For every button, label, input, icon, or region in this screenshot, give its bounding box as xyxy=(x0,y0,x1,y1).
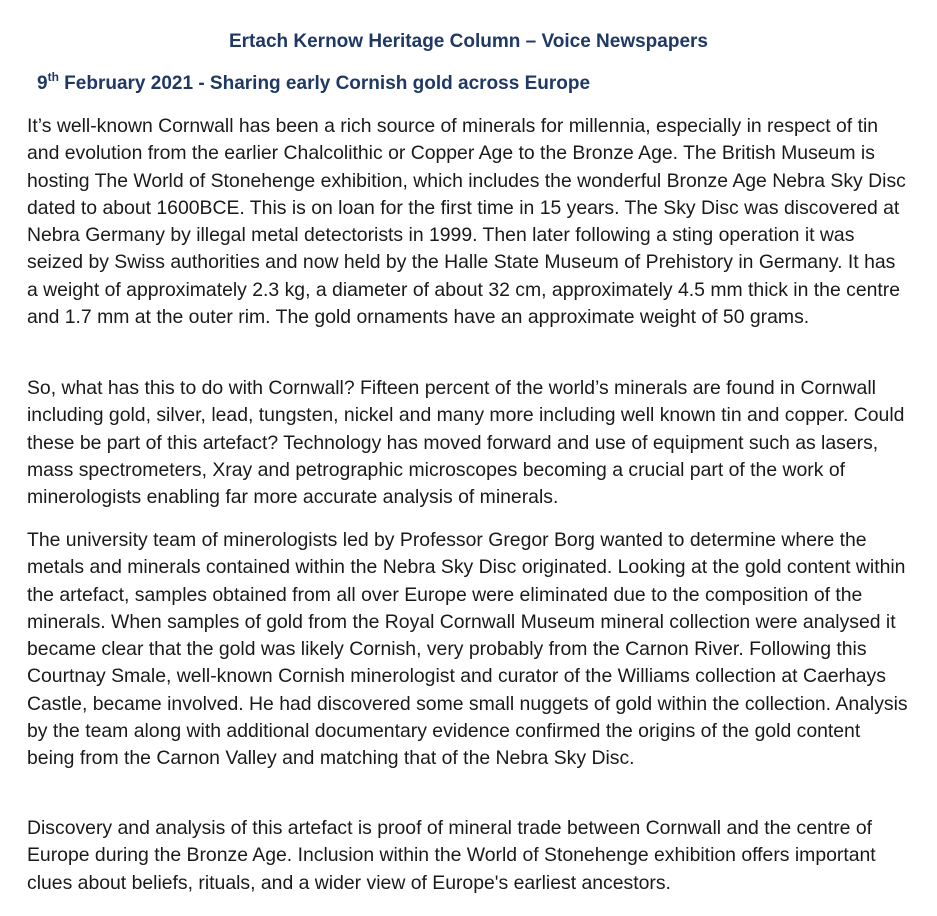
paragraph-cornwall-minerals: So, what has this to do with Cornwall? Fifteen percent of the world’s minerals are found in Cornwall including gold, silver, lead, tungsten, nickel and many more including well known tin and copper. Could these be part of this artefact? Technology has moved forward and use of equipment such as lasers, mass spectrometers, Xray and petrographic microscopes becoming a crucial part of the work of minerologists enabling far more accurate analysis of minerals. xyxy=(27,377,905,509)
paragraph-intro: It’s well-known Cornwall has been a rich source of minerals for millennia, especially in respect of tin and evolution from the earlier Chalcolithic or Copper Age to the Bronze Age. The British Museum is hosting The World of Stonehenge exhibition, which includes the wonderful Bronze Age Nebra Sky Disc dated to about 1600BCE. This is on loan for the first time in 15 years. The Sky Disc was discovered at Nebra Germany by illegal metal detectorists in 1999. Then later following a sting operation it was seized by Swiss authorities and now held by the Halle State Museum of Prehistory in Germany. It has a weight of approximately 2.3 kg, a diameter of about 32 cm, approximately 4.5 mm thick in the centre and 1.7 mm at the outer rim. The gold ornaments have an approximate weight of 50 grams. xyxy=(27,115,906,329)
heading-day-suffix: th xyxy=(47,69,59,84)
heading-day: 9 xyxy=(37,73,48,94)
paragraph-conclusion: Discovery and analysis of this artefact is proof of mineral trade between Cornwall and the centre of Europe during the Bronze Age. Inclusion within the World of Stonehenge exhibition offers important clues about beliefs, rituals, and a wider view of Europe's earliest ancestors. xyxy=(27,817,876,894)
heading-rest: February 2021 - Sharing early Cornish gold across Europe xyxy=(58,73,591,94)
paragraph-research-team: The university team of minerologists led by Professor Gregor Borg wanted to determine where the metals and minerals contained within the Nebra Sky Disc originated. Looking at the gold content within the artefact, samples obtained from all over Europe were eliminated due to the composition of the minerals. When samples of gold from the Royal Cornwall Museum mineral collection were analysed it became clear that the gold was likely Cornish, very probably from the Carnon River. Following this Courtnay Smale, well-known Cornish minerologist and curator of the Williams collection at Caerhays Castle, became involved. He had discovered some small nuggets of gold within the collection. Analysis by the team along with additional documentary evidence confirmed the origins of the gold content being from the Carnon Valley and matching that of the Nebra Sky Disc. xyxy=(27,529,908,770)
article-heading xyxy=(37,69,591,96)
column-title: Ertach Kernow Heritage Column – Voice Newspapers xyxy=(228,31,708,52)
